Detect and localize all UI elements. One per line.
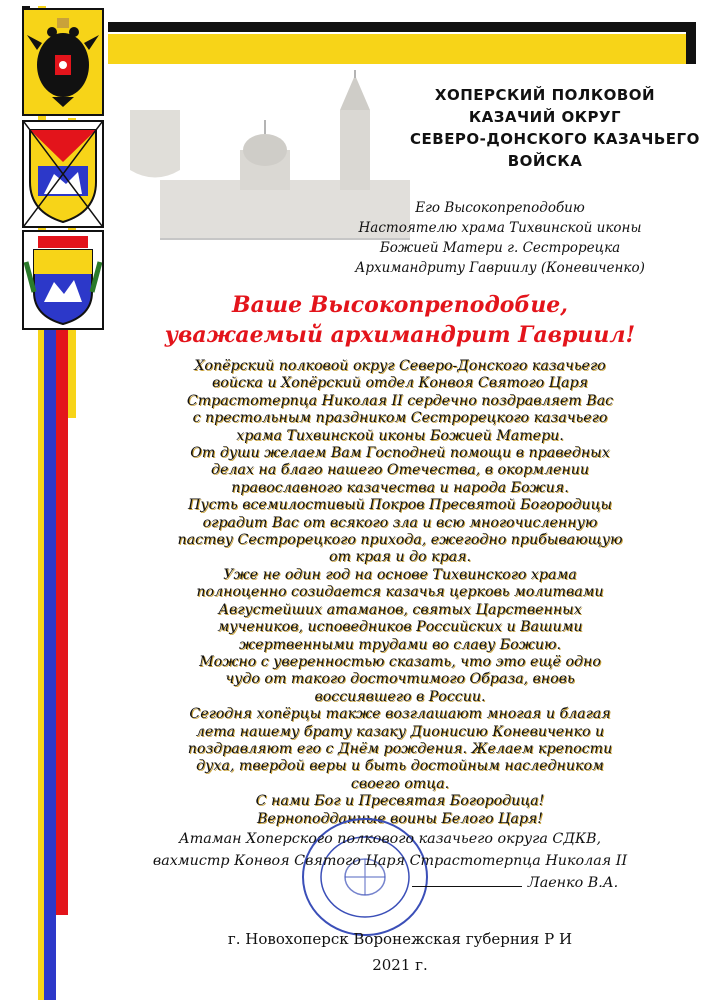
addressee-block <box>300 198 700 278</box>
double-headed-eagle-emblem <box>22 8 104 116</box>
body-line: жертвенными трудами во славу Божию. <box>239 636 561 653</box>
body-line: православного казачества и народа Божия. <box>231 479 569 496</box>
body-line: чудо от такого досточтимого Образа, вновь <box>225 671 575 688</box>
body-line: от края и до края. <box>328 549 472 566</box>
greeting <box>150 290 650 350</box>
body-line: паству Сестрорецкого прихода, ежегодно прибывающую <box>177 532 623 549</box>
body-line: Сегодня хопёрцы также возглашают многая и благая <box>189 706 611 723</box>
signature-line: Атаман Хоперского полкового казачьего округа СДКВ, <box>178 831 602 847</box>
body-line: делах на благо нашего Отечества, в окормлении <box>211 462 589 479</box>
cossack-district-emblem <box>22 120 104 228</box>
footer-year: 2021 г. <box>372 956 428 974</box>
letter-body <box>110 358 690 828</box>
greeting-line: Ваше Высокопреподобие, <box>232 292 568 318</box>
addressee-line: Его Высокопреподобию <box>415 200 585 216</box>
body-line: С нами Бог и Пресвятая Богородица! <box>255 793 545 810</box>
shield-icon <box>24 122 102 226</box>
footer-block <box>120 926 680 978</box>
top-yellow-bar <box>108 34 686 64</box>
header-line: ВОЙСКА <box>507 152 583 170</box>
novokhopersk-coat-of-arms <box>22 230 104 330</box>
header-line: ХОПЕРСКИЙ ПОЛКОВОЙ <box>434 86 656 104</box>
body-line: духа, твердой веры и быть достойным наследником <box>196 758 604 775</box>
top-black-bar <box>108 22 696 32</box>
eagle-icon <box>24 10 102 114</box>
body-line: Августейших атаманов, святых Царственных <box>218 601 582 618</box>
body-line: От души желаем Вам Господней помощи в праведных <box>190 445 610 462</box>
body-line: своего отца. <box>350 775 450 792</box>
body-line: с престольным праздником Сестрорецкого казачьего <box>192 410 608 427</box>
body-line: Можно с уверенностью сказать, что это ещё одно <box>199 653 601 670</box>
body-line: мучеников, исповедников Российских и Вашими <box>217 619 583 636</box>
addressee-line: Архимандриту Гавриилу (Коневиченко) <box>355 260 645 276</box>
left-red-stripe <box>56 330 68 915</box>
signature-line <box>100 872 680 894</box>
body-line: полноценно созидается казачья церковь молитвами <box>196 584 604 601</box>
left-blue-stripe <box>44 330 56 1000</box>
top-right-black-bar <box>686 22 696 64</box>
addressee-line: Божией Матери г. Сестрорецка <box>379 240 621 256</box>
signature-name: Лаенко В.А. <box>527 875 619 891</box>
header-line: СЕВЕРО-ДОНСКОГО КАЗАЧЬЕГО <box>410 130 700 148</box>
signature-underline <box>412 886 522 887</box>
body-line: Уже не один год на основе Тихвинского храма <box>223 566 577 583</box>
body-line: лета нашему брату казаку Дионисию Коневиченко и <box>195 723 605 740</box>
addressee-line: Настоятелю храма Тихвинской иконы <box>358 220 642 236</box>
body-line: Хопёрский полковой округ Северо-Донского казачьего <box>194 358 606 374</box>
body-line: храма Тихвинской иконы Божией Матери. <box>236 427 564 444</box>
body-line: Верноподданные воины Белого Царя! <box>256 810 544 827</box>
body-line: поздравляют его с Днём рождения. Желаем крепости <box>187 740 613 757</box>
body-line: Страстотерпца Николая II сердечно поздравляет Вас <box>186 392 614 409</box>
signature-line: вахмистр Конвоя Святого Царя Страстотерпца Николая II <box>152 853 628 869</box>
signature-block <box>100 828 680 894</box>
organization-header <box>410 84 700 172</box>
body-line: оградит Вас от всякого зла и всю многочисленную <box>202 514 598 531</box>
header-line: КАЗАЧИЙ ОКРУГ <box>468 108 622 126</box>
greeting-line: уважаемый архимандрит Гавриил! <box>164 322 636 348</box>
footer-location: г. Новохоперск Воронежская губерния Р И <box>227 930 573 948</box>
body-line: воссиявшего в России. <box>314 688 486 705</box>
body-line: Пусть всемилостивый Покров Пресвятой Богородицы <box>187 497 613 514</box>
coat-of-arms-icon <box>24 232 102 328</box>
body-line: войска и Хопёрский отдел Конвоя Святого Царя <box>212 375 588 392</box>
